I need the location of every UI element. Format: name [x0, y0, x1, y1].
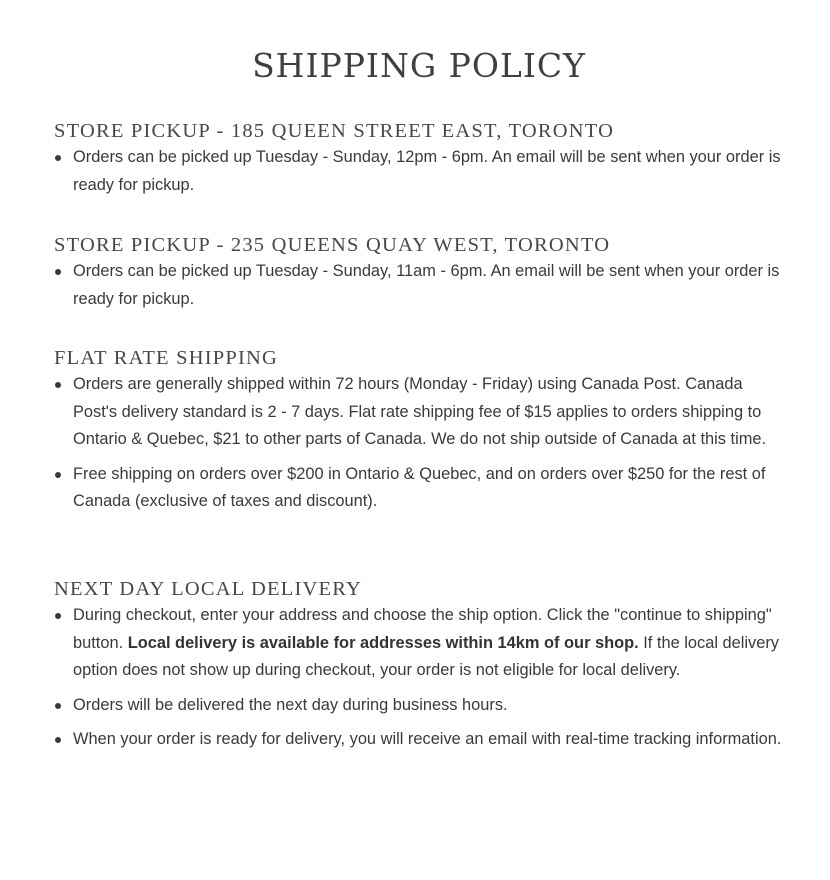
section-next-day-local-delivery	[54, 576, 784, 754]
section-flat-rate-shipping	[54, 345, 784, 516]
list-item	[54, 461, 784, 516]
bullet-dot-icon	[55, 613, 61, 619]
list-item-text: Free shipping on orders over $200 in Ontario & Quebec, and on orders over $250 for the rest of Canada (exclusive of taxes and discount).	[73, 464, 766, 511]
list-item-text-before: During checkout, enter your address and choose the ship option. Click the "continue to shipping" button.	[73, 606, 772, 652]
list-item	[54, 692, 784, 720]
list-item-text: Orders are generally shipped within 72 hours (Monday - Friday) using Canada Post. Canada Post's delivery standard is 2 - 7 days. Flat rate shipping fee of $15 applies to orders shipping to Ontario & Quebec, $21 to other parts of Canada. We do not ship outside of Canada at this time.	[73, 375, 767, 449]
bullet-list	[54, 371, 784, 516]
section-store-pickup-queens-quay	[54, 232, 784, 313]
bullet-dot-icon	[55, 737, 61, 743]
section-heading: NEXT DAY LOCAL DELIVERY	[54, 578, 362, 600]
bullet-dot-icon	[55, 382, 61, 388]
list-item-text: Orders can be picked up Tuesday - Sunday, 11am - 6pm. An email will be sent when your order is ready for pickup.	[73, 262, 780, 308]
list-item	[54, 144, 784, 199]
list-item	[54, 371, 784, 454]
list-item-text: When your order is ready for delivery, you will receive an email with real-time tracking information.	[73, 730, 782, 749]
section-heading: FLAT RATE SHIPPING	[54, 347, 278, 369]
bullet-list	[54, 258, 784, 313]
list-item	[54, 258, 784, 313]
list-item-text: Orders will be delivered the next day during business hours.	[73, 695, 508, 714]
section-heading: STORE PICKUP - 235 QUEENS QUAY WEST, TORONTO	[54, 234, 611, 256]
bullet-list	[54, 144, 784, 199]
bullet-list	[54, 602, 784, 754]
list-item-text-after: If the local delivery option does not show up during checkout, your order is not eligible for local delivery.	[73, 633, 779, 680]
bullet-dot-icon	[55, 703, 61, 709]
list-item	[54, 726, 784, 754]
list-item-text-bold: Local delivery is available for addresses within 14km of our shop.	[127, 633, 639, 652]
list-item	[54, 602, 784, 685]
section-heading: STORE PICKUP - 185 QUEEN STREET EAST, TORONTO	[54, 120, 615, 142]
list-item-text: Orders can be picked up Tuesday - Sunday, 12pm - 6pm. An email will be sent when your order is ready for pickup.	[73, 148, 781, 194]
bullet-dot-icon	[55, 269, 61, 275]
page-title: SHIPPING POLICY	[252, 46, 586, 85]
bullet-dot-icon	[55, 155, 61, 161]
section-store-pickup-queen-east	[54, 118, 784, 199]
bullet-dot-icon	[55, 472, 61, 478]
